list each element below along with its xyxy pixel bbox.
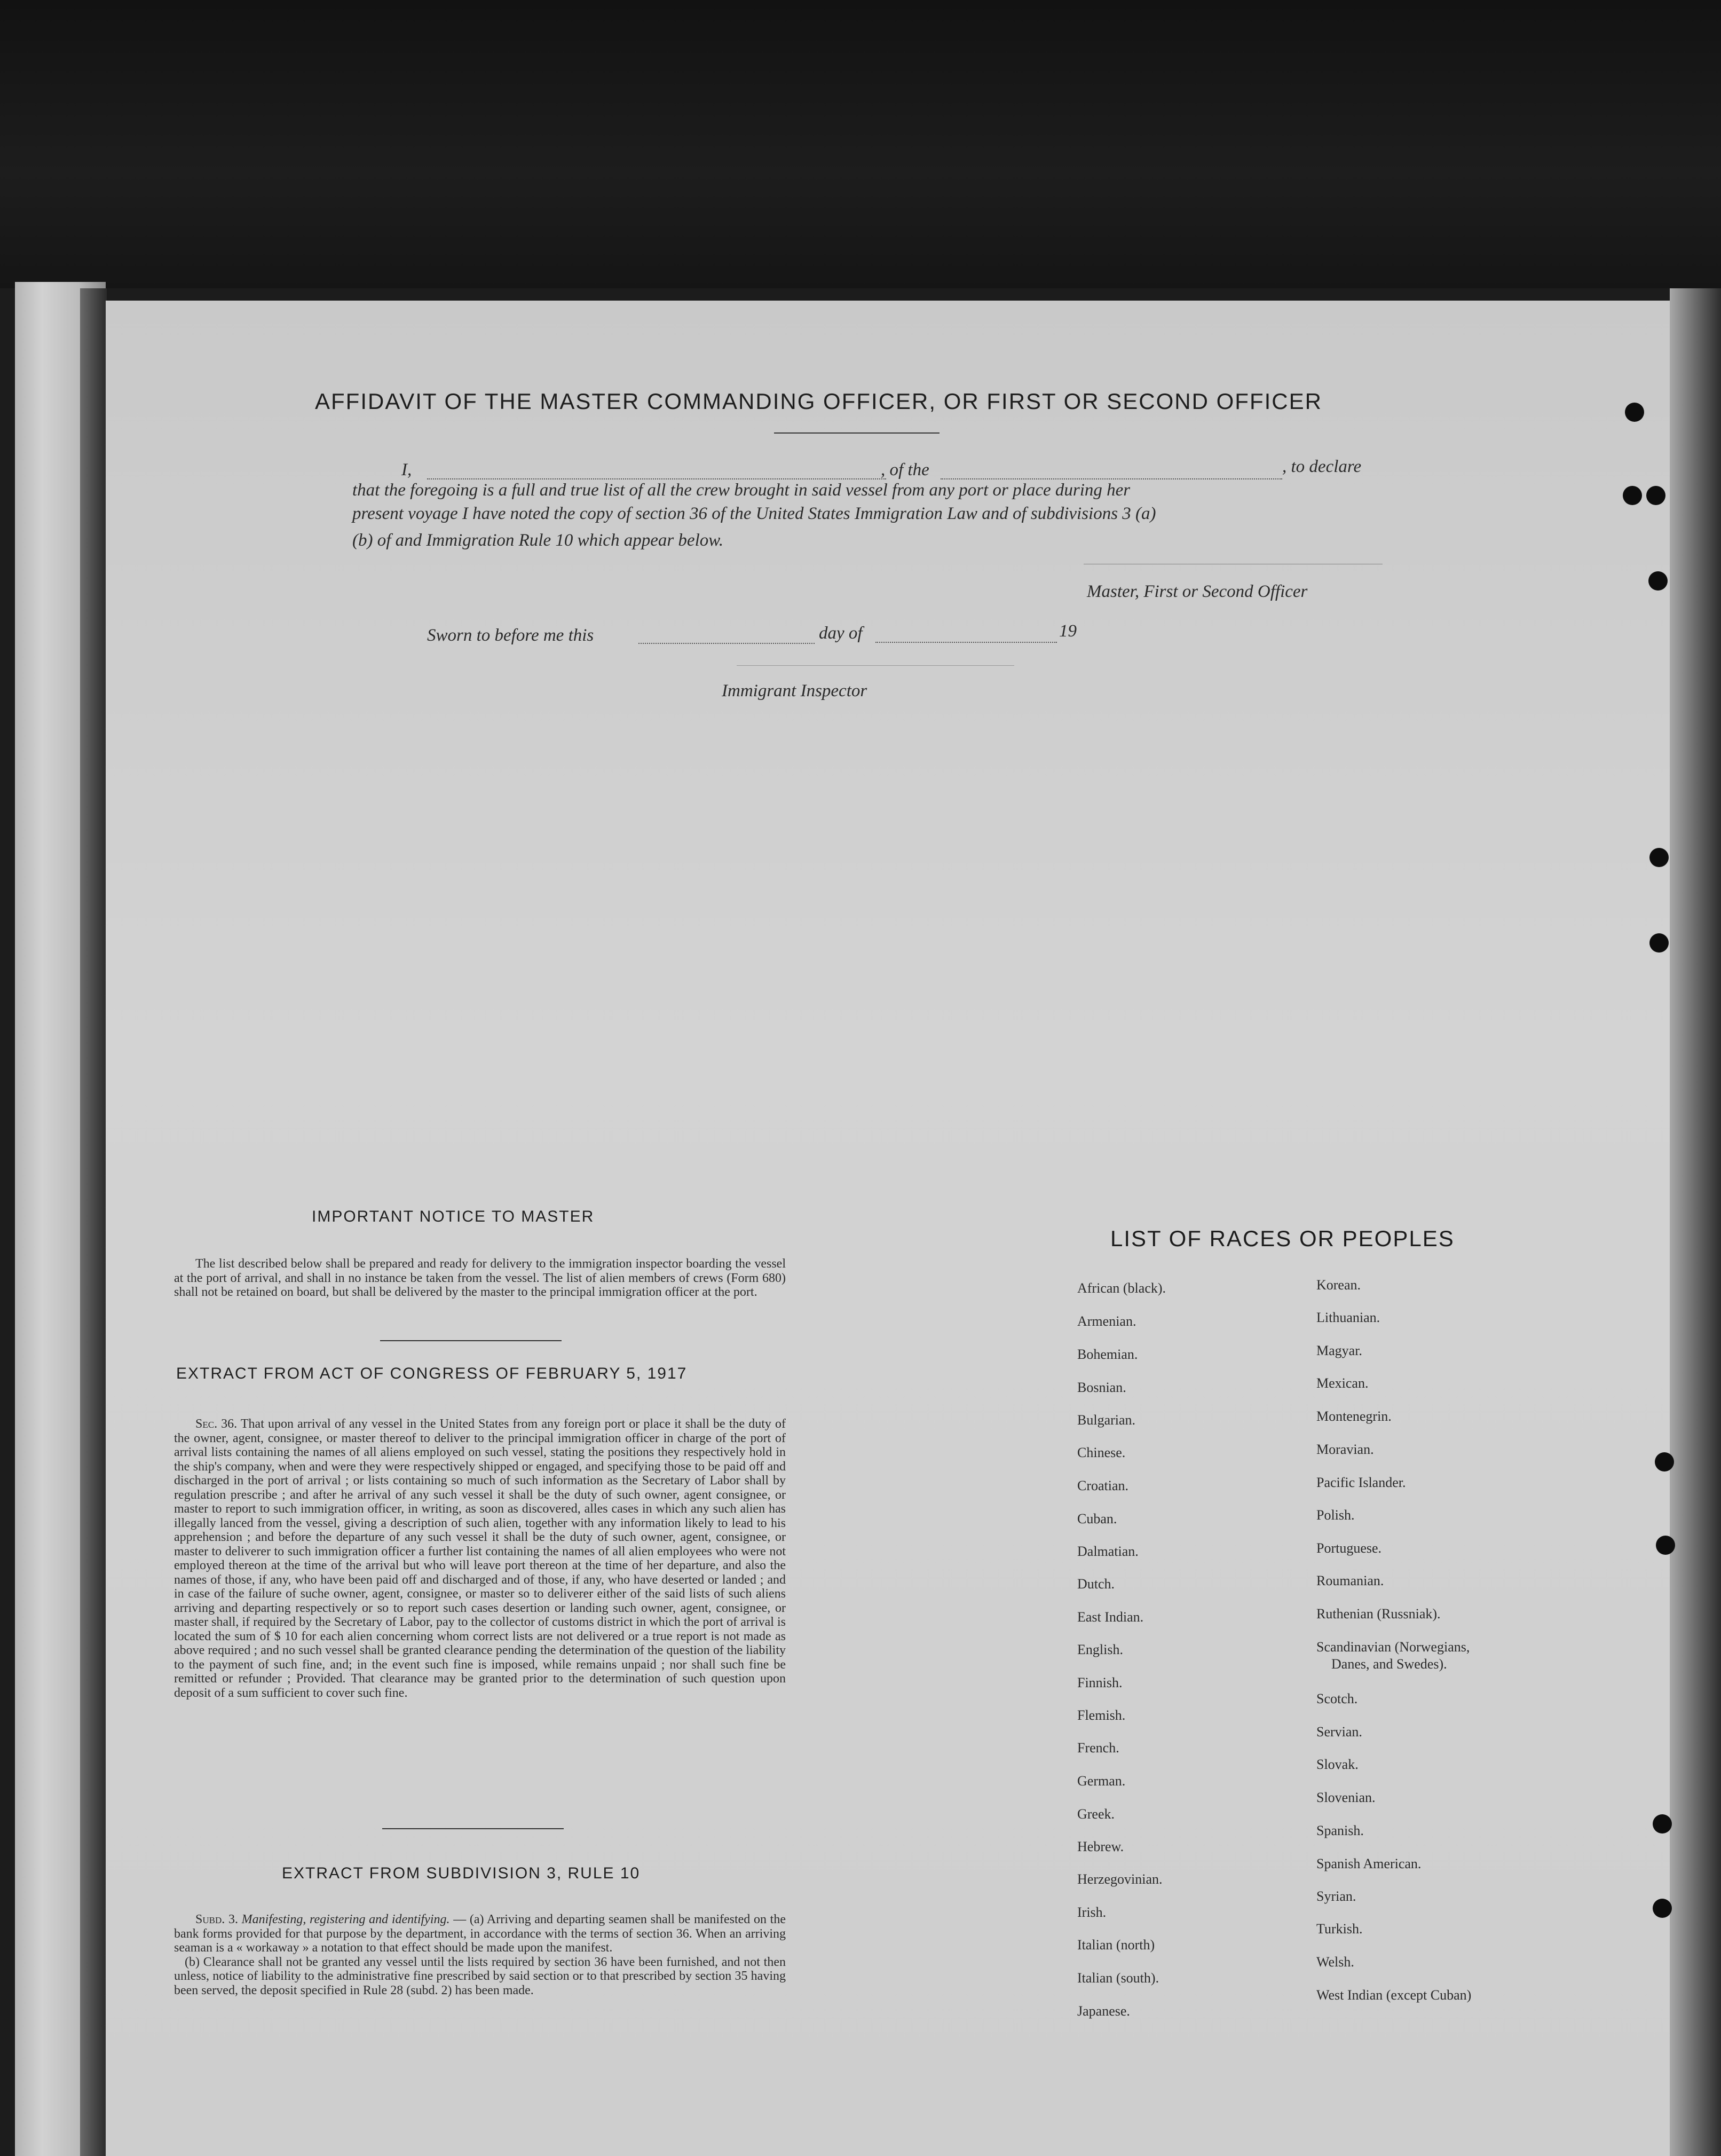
race-item: Welsh. — [1316, 1954, 1354, 1970]
race-item: Ruthenian (Russniak). — [1316, 1606, 1441, 1622]
race-item: Croatian. — [1077, 1478, 1129, 1493]
affidavit-line4: (b) of and Immigration Rule 10 which appear below. — [352, 531, 724, 550]
act-divider — [382, 1828, 564, 1829]
race-item: Moravian. — [1316, 1442, 1374, 1457]
vessel-blank — [941, 478, 1282, 479]
race-item: Cuban. — [1077, 1511, 1117, 1526]
punch-hole — [1625, 403, 1644, 422]
race-item: Servian. — [1316, 1724, 1362, 1740]
sworn-day-blank — [638, 643, 815, 644]
race-item: Herzegovinian. — [1077, 1871, 1163, 1887]
race-item: Spanish American. — [1316, 1856, 1422, 1871]
notice-heading: IMPORTANT NOTICE TO MASTER — [312, 1208, 595, 1225]
act-heading: EXTRACT FROM ACT OF CONGRESS OF FEBRUARY 5, 1917 — [176, 1365, 688, 1382]
rule-heading: EXTRACT FROM SUBDIVISION 3, RULE 10 — [282, 1864, 641, 1882]
race-item: Slovenian. — [1316, 1790, 1376, 1805]
rule-text-a: — (a) Arriving and departing seamen shall be manifested on the bank forms provided for that purpose by the department, in accordance with the terms of section 36. When an arriving seaman is a « workaway » a notation to that effect should be made upon the manifest. — [174, 1913, 786, 1955]
act-sec-label: Sec. 36. — [195, 1417, 238, 1431]
notice-text — [174, 1257, 786, 1300]
act-paragraph: That upon arrival of any vessel in the United States from any foreign port or place it shall be the duty of the owner, agent, consignee, or master thereof to deliver to the principal immigration officer in charge of the port of arrival lists containing the names of all aliens employed on such vessel, stating the positions they respectively hold in the ship's company, when and were they were respectively shipped or engaged, and specifying those to be paid off and discharged in the port of arrival ; or lists containing so much of such information as the Secretary of Labor shall by regulation prescribe ; and after he arrival of any such vessel it shall be the duty of such owner, agent consignee, or master to report to such immigration officer, in writing, as soon as discovered, alles cases in which any such alien has illegally lanced from the vessel, giving a description of such alien, together with any information likely to lead to his apprehension ; and before the departure of any such vessel it shall be the duty of such owner, agent, consignee, or master to deliverer to such immigration officer a further list containing the names of all alien employees who were not employed thereon at the time of the arrival but who will leave port thereon at the time of her departure, and also the names of those, if any, who have been paid off and discharged and of those, if any, who have deserted or landed ; and in case of the failure of suche owner, agent, consignee, or master so to deliverer either of the said lists of such aliens arriving and departing respectively or so to report such cases desertion or landing such owner, agent, consignee, or master shall, if required by the Secretary of Labor, pay to the collector of customs district in which the port of arrival is located the sum of $ 10 for each alien concerning whom correct lists are not delivered or a true report is not made as above required ; and no such vessel shall be granted clearance pending the determination of the question of the liability to the payment of such fine, and; in the event such fine is imposed, while remains unpaid ; nor shall such fine be remitted or refunder ; Provided. That clearance may be granted prior to the determination of such question upon deposit of a sum sufficient to cover such fine. — [174, 1417, 786, 1700]
punch-hole — [1656, 1536, 1675, 1555]
race-item: Pacific Islander. — [1316, 1475, 1406, 1490]
race-item: Bosnian. — [1077, 1380, 1126, 1395]
race-item: Italian (north) — [1077, 1937, 1155, 1953]
race-item: Spanish. — [1316, 1823, 1364, 1838]
race-item: Chinese. — [1077, 1445, 1126, 1460]
race-item: Syrian. — [1316, 1889, 1356, 1904]
race-item: Slovak. — [1316, 1757, 1359, 1772]
affidavit-line2: that the foregoing is a full and true list of all the crew brought in said vessel from any port or place during her — [352, 481, 1131, 500]
race-item: Bohemian. — [1077, 1347, 1138, 1362]
race-item: Danes, and Swedes). — [1331, 1656, 1447, 1672]
punch-hole — [1653, 1814, 1672, 1834]
rule-subd-label: Subd. 3. — [195, 1913, 238, 1926]
affidavit-i: I, — [401, 460, 412, 479]
race-item: Dutch. — [1077, 1576, 1115, 1592]
punch-hole — [1623, 486, 1642, 505]
race-item: Irish. — [1077, 1905, 1107, 1920]
inspector-label: Immigrant Inspector — [722, 681, 867, 701]
race-item: Scotch. — [1316, 1691, 1358, 1706]
race-item: Hebrew. — [1077, 1839, 1124, 1854]
binder-shadow — [80, 288, 107, 2156]
notice-paragraph: The list described below shall be prepared and ready for delivery to the immigration inspector boarding the vessel at the port of arrival, and shall in no instance be taken from the vessel. The list of alien members of crews (Form 680) shall not be retained on board, but shall be delivered by the master to the principal immigration officer at the port. — [174, 1257, 786, 1299]
notice-divider — [380, 1340, 562, 1341]
year-label: 19 — [1059, 621, 1077, 641]
punch-hole — [1655, 1452, 1674, 1472]
act-text — [174, 1417, 786, 1700]
day-of-label: day of — [819, 624, 863, 643]
race-item: African (black). — [1077, 1280, 1166, 1296]
race-item: Japanese. — [1077, 2003, 1130, 2019]
race-item: East Indian. — [1077, 1609, 1144, 1625]
race-item: West Indian (except Cuban) — [1316, 1987, 1472, 2003]
page-edge-shadow — [1670, 288, 1721, 2156]
race-item: Lithuanian. — [1316, 1310, 1380, 1325]
rule-text — [174, 1913, 786, 1997]
race-item: Scandinavian (Norwegians, — [1316, 1639, 1470, 1655]
inspector-blank — [737, 665, 1014, 666]
affidavit-of-the: , of the — [881, 460, 929, 479]
punch-hole — [1646, 486, 1665, 505]
race-item: Montenegrin. — [1316, 1409, 1392, 1424]
name-blank — [427, 478, 886, 479]
race-item: Armenian. — [1077, 1313, 1136, 1329]
punch-hole — [1653, 1899, 1672, 1918]
race-item: Mexican. — [1316, 1375, 1369, 1391]
race-item: Polish. — [1316, 1507, 1355, 1523]
affidavit-line3: present voyage I have noted the copy of section 36 of the United States Immigration Law and of subdivisions 3 (a) — [352, 504, 1156, 523]
race-item: Roumanian. — [1316, 1573, 1384, 1588]
title-underline — [774, 432, 940, 434]
affidavit-title: AFFIDAVIT OF THE MASTER COMMANDING OFFICER, OR FIRST OR SECOND OFFICER — [315, 389, 1322, 414]
race-item: English. — [1077, 1642, 1123, 1657]
race-item: Flemish. — [1077, 1708, 1126, 1723]
sworn-label: Sworn to before me this — [427, 626, 594, 645]
signature-label: Master, First or Second Officer — [1087, 582, 1308, 601]
rule-subd-title: Manifesting, registering and identifying. — [241, 1913, 450, 1926]
race-item: French. — [1077, 1740, 1119, 1756]
race-item: Italian (south). — [1077, 1970, 1159, 1986]
race-item: Dalmatian. — [1077, 1544, 1139, 1559]
races-title: LIST OF RACES OR PEOPLES — [1110, 1226, 1455, 1251]
punch-hole — [1648, 571, 1668, 591]
race-item: Bulgarian. — [1077, 1412, 1136, 1428]
race-item: Portuguese. — [1316, 1540, 1382, 1556]
race-item: Magyar. — [1316, 1343, 1362, 1358]
scan-background — [0, 0, 1721, 288]
punch-hole — [1649, 933, 1669, 953]
affidavit-to-declare: , to declare — [1282, 457, 1362, 476]
month-blank — [875, 642, 1057, 643]
race-item: Finnish. — [1077, 1675, 1123, 1690]
rule-text-b: (b) Clearance shall not be granted any vessel until the lists required by section 36 have been furnished, and not then unless, notice of liability to the administrative fine prescribed by said section or to that prescribed by section 35 having been served, the deposit specified in Rule 28 (subd. 2) has been made. — [174, 1955, 786, 1997]
race-item: Korean. — [1316, 1277, 1361, 1293]
race-item: Greek. — [1077, 1806, 1115, 1822]
punch-hole — [1649, 848, 1669, 867]
race-item: Turkish. — [1316, 1921, 1363, 1937]
race-item: German. — [1077, 1773, 1126, 1789]
